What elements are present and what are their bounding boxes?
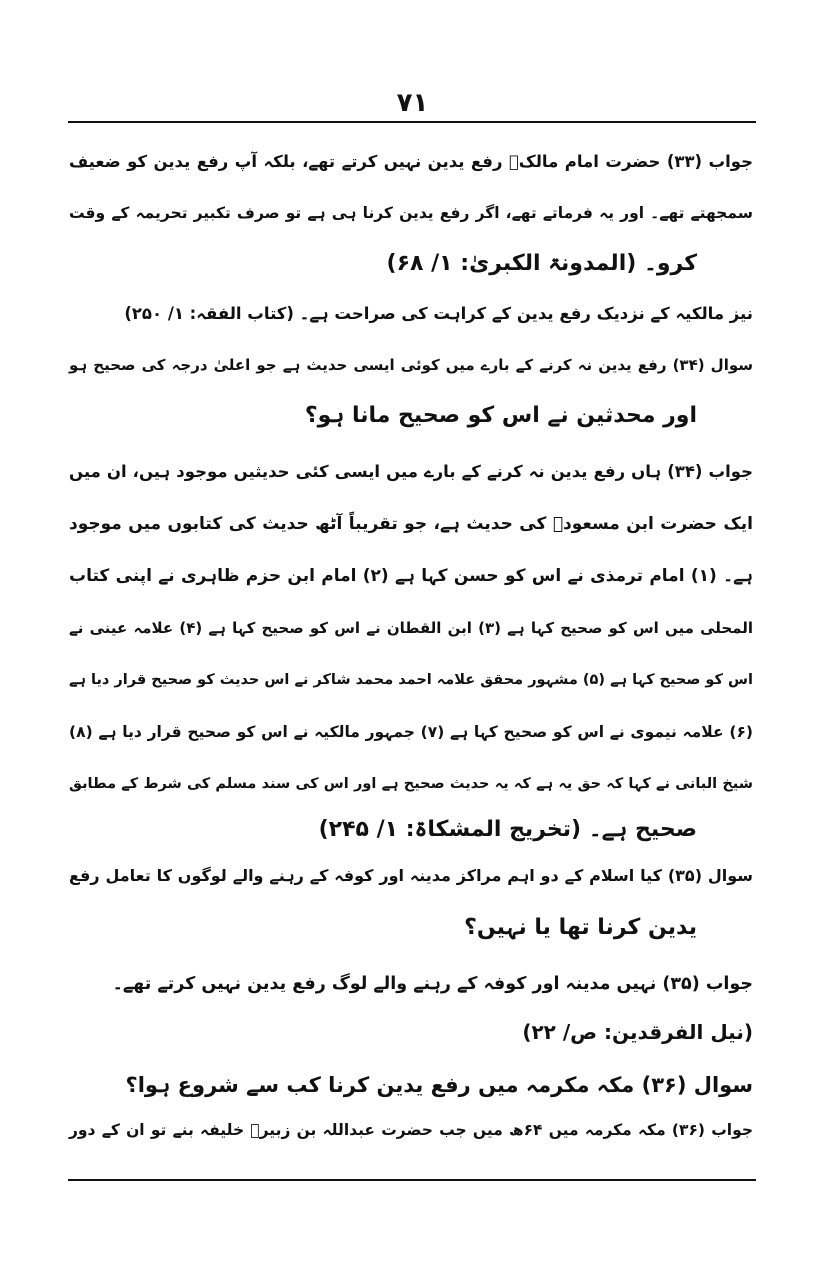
text-line: اور محدثین نے اس کو صحیح مانا ہو؟ [304,403,697,428]
answer-35: جواب (۳۵) نہیں مدینہ اور کوفہ کے رہنے والے لوگ رفع یدین نہیں کرتے تھے۔ [112,974,753,994]
text-line: سمجھتے تھے۔ اور یہ فرماتے تھے، اگر رفع یدین کرنا ہی ہے تو صرف تکبیر تحریمہ کے وقت [69,204,753,222]
text-line: جواب (۳۳) حضرت امام مالکؒ رفع یدین نہیں کرتے تھے، بلکہ آپ رفع یدین کو ضعیف [69,152,753,171]
page-number: ۷۱ [396,88,429,118]
text-line: ہے۔ (۱) امام ترمذی نے اس کو حسن کہا ہے (۲) امام ابن حزم ظاہری نے اپنی کتاب [69,566,754,586]
bottom-divider [68,1179,756,1181]
text-line: ایک حضرت ابن مسعودؓ کی حدیث ہے، جو تقریباً آٹھ حدیث کی کتابوں میں موجود [69,514,753,534]
text-line: (۶) علامہ نیموی نے اس کو صحیح کہا ہے (۷) جمہور مالکیہ نے اس کو صحیح قرار دیا ہے (۸) [69,723,754,741]
top-divider [68,121,756,123]
text-line: المحلی میں اس کو صحیح کہا ہے (۳) ابن القطان نے اس کو صحیح کہا ہے (۴) علامہ عینی نے [69,619,754,637]
answer-36: جواب (۳۶) مکہ مکرمہ میں ۶۴ھ میں جب حضرت عبداللہ بن زبیرؓ خلیفہ بنے تو ان کے دور [69,1121,753,1139]
text-line: یدین کرنا تھا یا نہیں؟ [464,915,697,940]
question-35: سوال (۳۵) کیا اسلام کے دو اہم مراکز مدینہ اور کوفہ کے رہنے والے لوگوں کا تعامل رفع [69,866,754,885]
question-34: سوال (۳۴) رفع یدین نہ کرنے کے بارے میں کوئی ایسی حدیث ہے جو اعلیٰ درجہ کی صحیح ہو [69,356,753,374]
answer-34: جواب (۳۴) ہاں رفع یدین نہ کرنے کے بارے میں ایسی کئی حدیثیں موجود ہیں، ان میں [69,462,753,481]
question-36: سوال (۳۶) مکہ مکرمہ میں رفع یدین کرنا کب سے شروع ہوا؟ [125,1073,753,1097]
reference-line: (نیل الفرقدین: ص/ ۲۲) [522,1020,753,1044]
text-line: کرو۔ (المدونۃ الکبریٰ: ۱/ ۶۸) [386,251,697,276]
text-line: شیخ البانی نے کہا کہ حق یہ ہے کہ یہ حدیث صحیح ہے اور اس کی سند مسلم کی شرط کے مطابق [69,776,753,792]
text-line: اس کو صحیح کہا ہے (۵) مشہور محقق علامہ احمد محمد شاکر نے اس حدیث کو صحیح قرار دیا ہے [69,672,753,688]
text-line: صحیح ہے۔ (تخریج المشکاۃ: ۱/ ۲۴۵) [318,817,697,842]
text-line: نیز مالکیہ کے نزدیک رفع یدین کے کراہت کی صراحت ہے۔ (کتاب الفقہ: ۱/ ۲۵۰) [124,304,753,323]
